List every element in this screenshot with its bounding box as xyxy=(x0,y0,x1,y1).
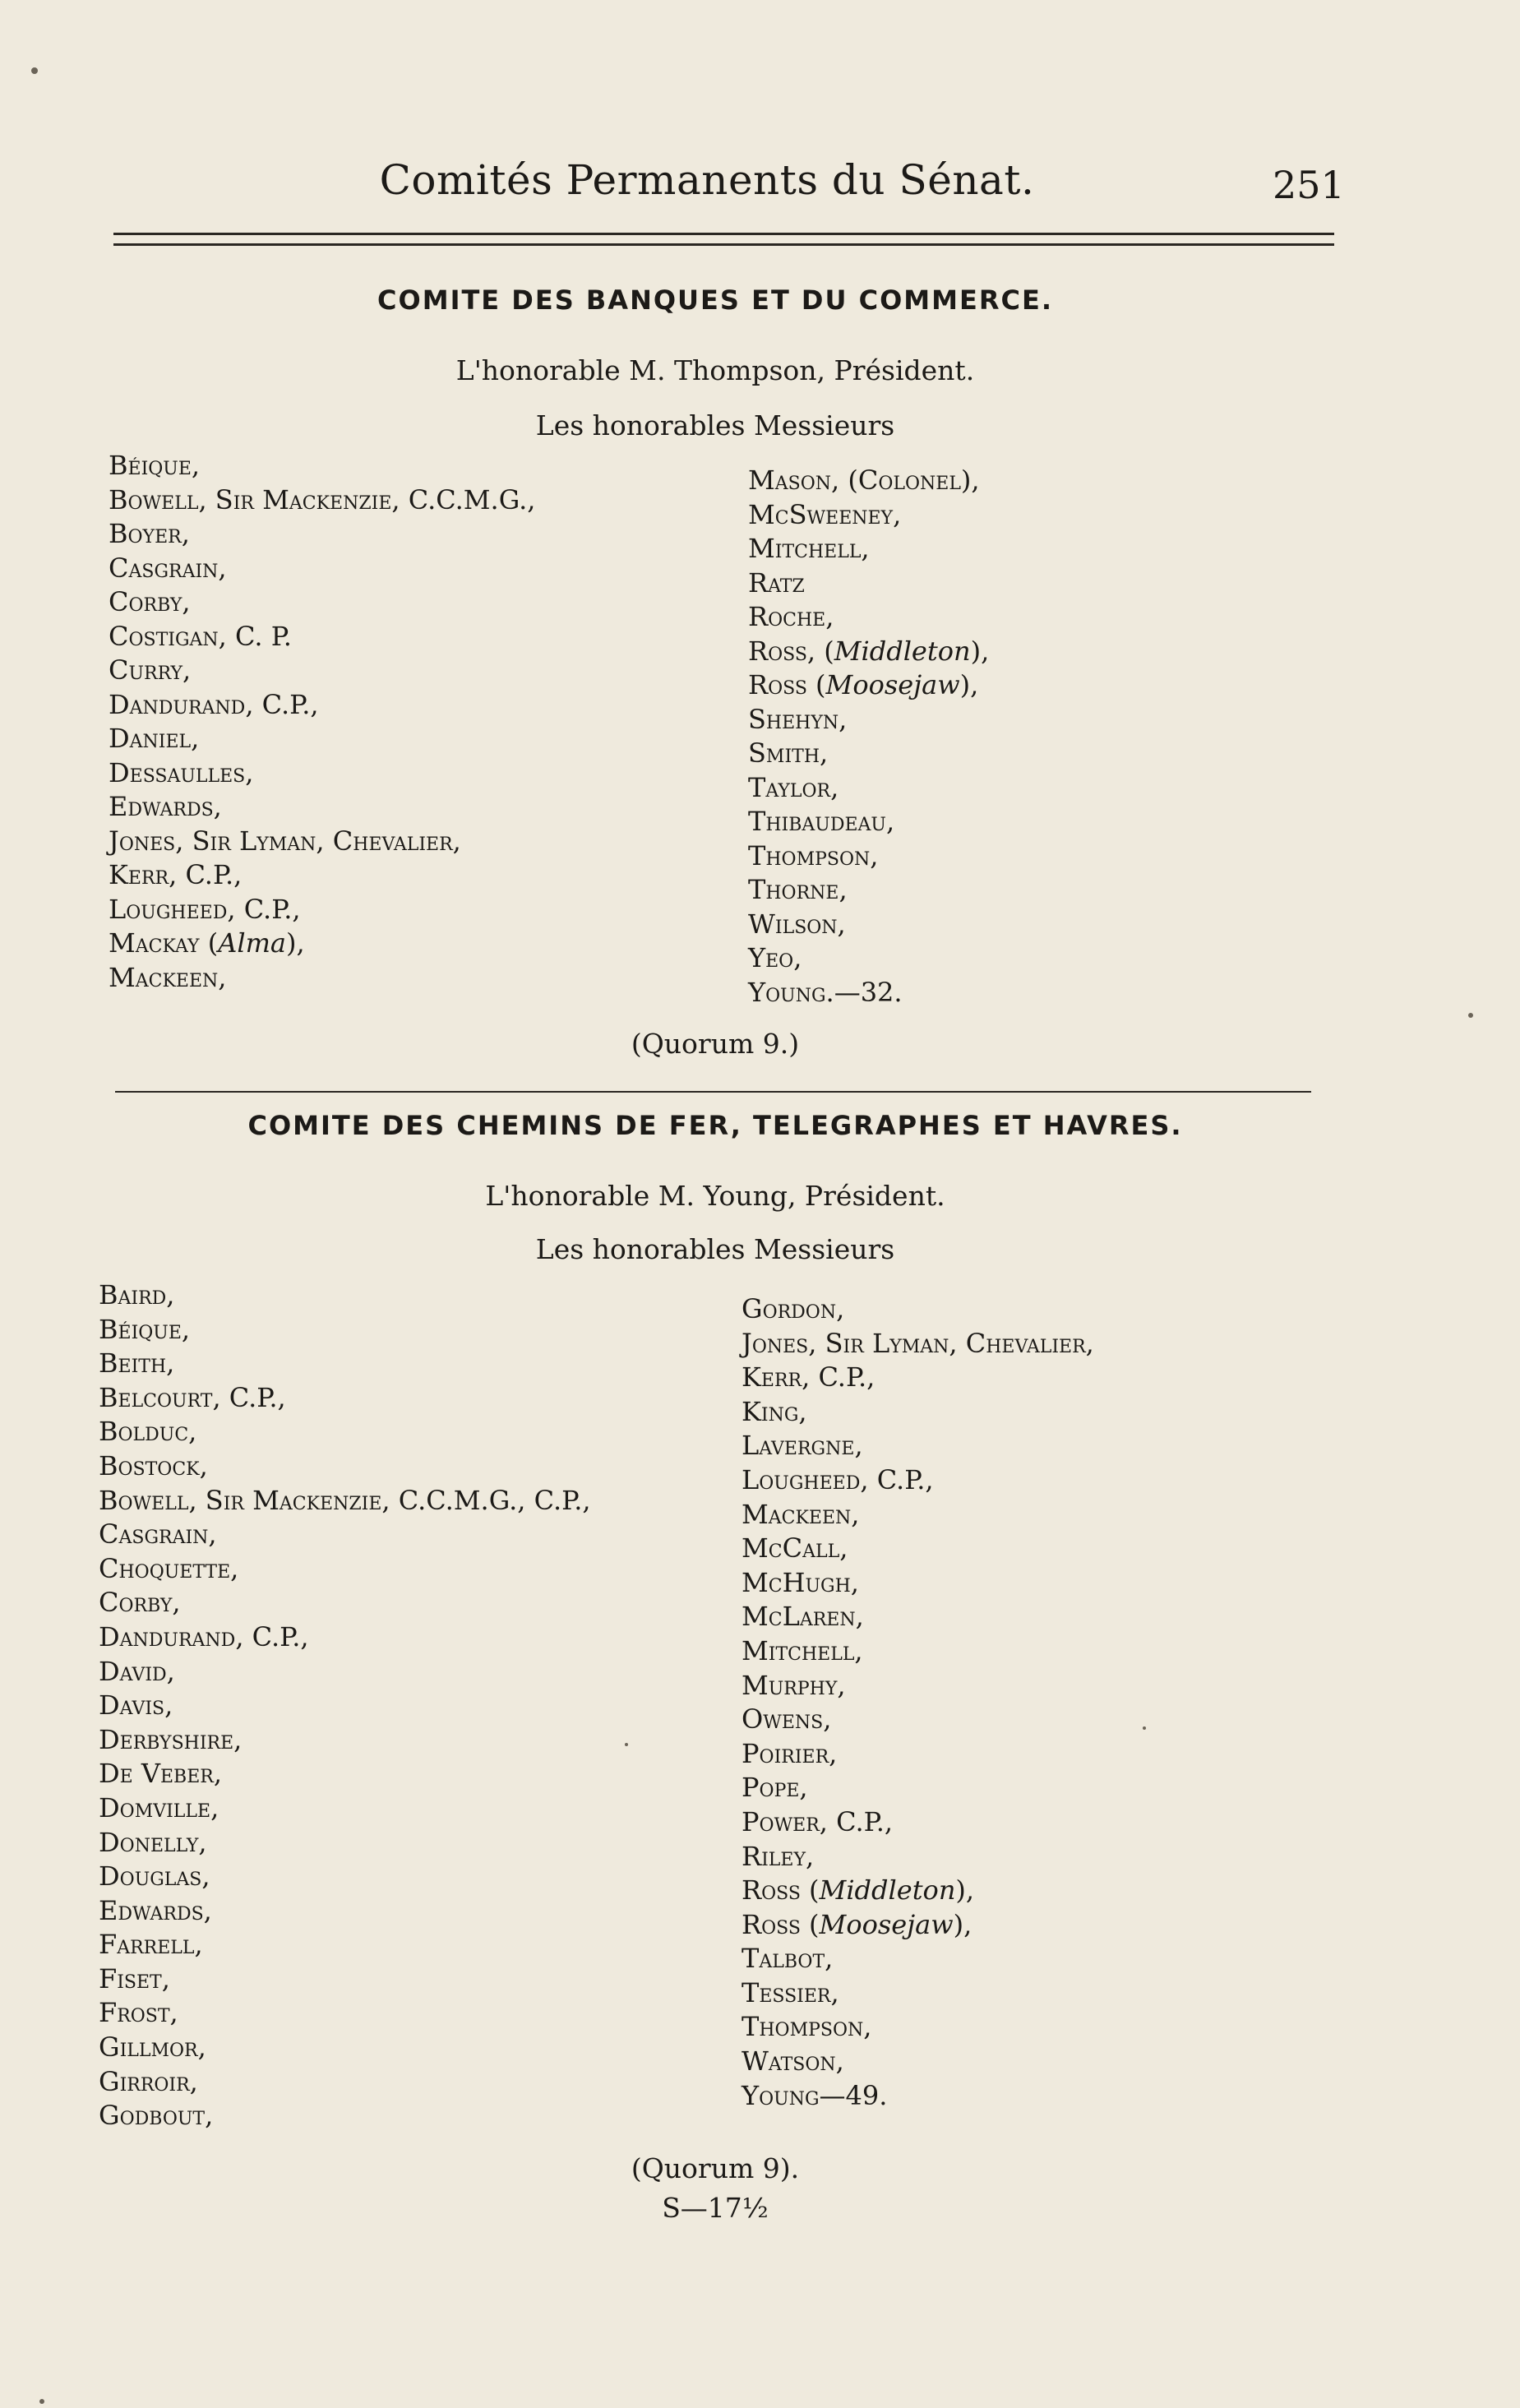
member-name: Belcourt, C.P., xyxy=(99,1381,286,1413)
member-name: Kerr, C.P., xyxy=(742,1361,876,1393)
member-name: Power, C.P., xyxy=(742,1805,894,1837)
member-name: Mackay (Alma), xyxy=(109,927,305,959)
member-name: Jones, Sir Lyman, Chevalier, xyxy=(742,1327,1094,1359)
member-name: Ratz xyxy=(748,566,805,599)
member-name: Bowell, Sir Mackenzie, C.C.M.G., xyxy=(109,483,536,515)
members-heading: Les honorables Messieurs xyxy=(535,409,895,441)
members-left-column xyxy=(109,449,535,995)
quorum: (Quorum 9). xyxy=(631,2152,800,2184)
member-name: Girroir, xyxy=(99,2065,198,2097)
member-name: McCall, xyxy=(742,1532,848,1565)
member-name: Casgrain, xyxy=(99,1518,217,1551)
member-name: Young—49. xyxy=(742,2079,888,2111)
member-name: Pope, xyxy=(742,1772,808,1804)
member-name: King, xyxy=(742,1395,807,1427)
paper-speck xyxy=(1468,1013,1473,1018)
member-name: Yeo, xyxy=(748,942,802,973)
member-name: Choquette, xyxy=(99,1552,239,1584)
member-name: Roche, xyxy=(748,601,834,632)
member-name: Douglas, xyxy=(99,1860,210,1893)
member-name: Béique, xyxy=(109,450,201,481)
members-left-column xyxy=(99,1278,591,2133)
member-name: Thorne, xyxy=(748,874,848,905)
member-name: David, xyxy=(99,1655,175,1687)
member-name: Talbot, xyxy=(742,1943,834,1975)
member-name: Dessaulles, xyxy=(109,756,254,788)
member-name: Edwards, xyxy=(109,791,222,822)
member-name: Mackeen, xyxy=(742,1498,860,1530)
member-name: Daniel, xyxy=(109,723,200,754)
member-name: Gillmor, xyxy=(99,2031,206,2064)
paper-speck xyxy=(39,2399,44,2404)
member-name: De Veber, xyxy=(99,1758,223,1790)
member-name: Poirier, xyxy=(742,1737,838,1769)
member-name: Watson, xyxy=(742,2045,844,2078)
member-name: Béique, xyxy=(99,1313,191,1345)
member-name: Mackeen, xyxy=(109,961,227,993)
committee-title: COMITE DES CHEMINS DE FER, TELEGRAPHES ET HAVRES. xyxy=(247,1110,1183,1141)
member-name: Costigan, C. P. xyxy=(109,620,292,652)
page-number: 251 xyxy=(1273,163,1345,207)
committee-president: L'honorable M. Young, Président. xyxy=(485,1180,945,1212)
header-rule-bottom xyxy=(113,243,1334,246)
member-name: Lougheed, C.P., xyxy=(742,1463,934,1495)
member-name: Thompson, xyxy=(742,2011,872,2043)
member-name: Lougheed, C.P., xyxy=(109,893,301,925)
member-name: Corby, xyxy=(109,586,191,617)
paper-speck xyxy=(625,1743,628,1746)
member-name: Edwards, xyxy=(99,1894,212,1926)
member-name: Curry, xyxy=(109,654,192,686)
member-name: Owens, xyxy=(742,1703,832,1736)
member-name: Kerr, C.P., xyxy=(109,859,243,890)
member-name: McSweeney, xyxy=(748,498,902,530)
signature-mark: S—17½ xyxy=(662,2192,769,2224)
members-right-column xyxy=(748,464,989,1010)
member-name: Mitchell, xyxy=(748,533,870,564)
member-name: Tessier, xyxy=(742,1976,839,2008)
member-name: McHugh, xyxy=(742,1566,859,1598)
member-name: Boyer, xyxy=(109,518,190,549)
member-name: Dandurand, C.P., xyxy=(109,688,319,720)
member-name: Murphy, xyxy=(742,1669,846,1701)
member-name: Baird, xyxy=(99,1279,175,1310)
member-name: Corby, xyxy=(99,1587,181,1619)
member-name: Domville, xyxy=(99,1791,219,1823)
member-name: Derbyshire, xyxy=(99,1723,243,1755)
member-name: Bolduc, xyxy=(99,1416,197,1448)
member-name: Smith, xyxy=(748,737,829,769)
member-name: Ross, (Middleton), xyxy=(748,635,990,667)
member-name: Fiset, xyxy=(99,1962,170,1994)
member-name: Bowell, Sir Mackenzie, C.C.M.G., C.P., xyxy=(99,1484,591,1516)
member-name: Shehyn, xyxy=(748,703,848,735)
member-name: Godbout, xyxy=(99,2100,214,2132)
member-name: Frost, xyxy=(99,1997,178,2029)
committee-title: COMITE DES BANQUES ET DU COMMERCE. xyxy=(377,284,1053,316)
member-name: Thompson, xyxy=(748,839,879,871)
member-name: Beith, xyxy=(99,1347,175,1380)
member-name: Jones, Sir Lyman, Chevalier, xyxy=(109,825,461,857)
member-name: Taylor, xyxy=(748,771,839,803)
member-name: Bostock, xyxy=(99,1449,208,1481)
member-name: Casgrain, xyxy=(109,552,227,584)
page-title: Comités Permanents du Sénat. xyxy=(379,156,1035,204)
committee-president: L'honorable M. Thompson, Président. xyxy=(455,354,975,386)
member-name: Dandurand, C.P., xyxy=(99,1620,309,1652)
member-name: Mason, (Colonel), xyxy=(748,464,980,496)
member-name: Davis, xyxy=(99,1689,173,1722)
running-head xyxy=(0,156,1520,222)
quorum: (Quorum 9.) xyxy=(631,1028,800,1060)
member-name: McLaren, xyxy=(742,1601,864,1633)
member-name: Farrell, xyxy=(99,1929,203,1961)
paper-speck xyxy=(1143,1726,1146,1730)
member-name: Lavergne, xyxy=(742,1430,863,1462)
member-name: Thibaudeau, xyxy=(748,806,895,837)
section-divider xyxy=(115,1091,1311,1093)
member-name: Mitchell, xyxy=(742,1634,863,1666)
paper-speck xyxy=(31,67,38,74)
member-name: Young.—32. xyxy=(748,976,903,1008)
member-name: Ross (Middleton), xyxy=(742,1874,975,1907)
member-name: Ross (Moosejaw), xyxy=(748,669,979,700)
member-name: Gordon, xyxy=(742,1293,845,1324)
member-name: Ross (Moosejaw), xyxy=(742,1908,973,1940)
member-name: Donelly, xyxy=(99,1826,207,1858)
members-heading: Les honorables Messieurs xyxy=(535,1233,895,1265)
members-right-column xyxy=(742,1292,1094,2113)
member-name: Wilson, xyxy=(748,908,846,940)
member-name: Riley, xyxy=(742,1840,815,1872)
header-rule-top xyxy=(113,233,1334,235)
